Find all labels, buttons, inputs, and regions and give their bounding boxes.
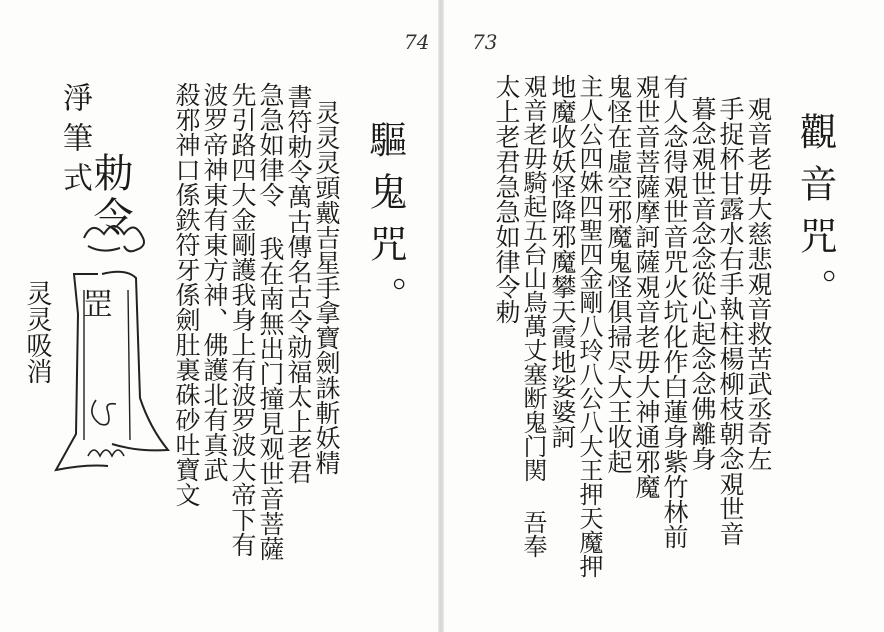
text-column-right-1: 覌音老毋大慈悲覌音救苦武丞奇左 [744,96,773,471]
text-column-right-5: 覌世音菩薩摩訶薩覌音老毋大神通邪魔 [632,74,661,499]
page-number-left: 74 [404,30,430,54]
text-column-right-10: 太上老君急急如律令勅 [492,74,521,324]
page-title-right: 觀音咒。 [793,112,837,320]
text-column-right-3: 暮念覌世音念念從心起念念佛離身 [688,96,717,471]
talisman-header: 淨筆式 [57,82,92,202]
talisman-command: 勅令 [87,152,133,240]
page-number-right: 73 [472,30,498,54]
text-column-right-4: 有人念得覌世音咒火坑化作白蓮身紫竹林前 [660,74,689,549]
text-column-left-5: 波罗帝神東有東方神、佛護北有真武 [200,82,229,482]
text-column-right-6: 鬼怪在虛空邪魔鬼怪俱掃尽大王收起 [604,74,633,474]
talisman-side-note: 灵灵吸消 [22,280,52,384]
text-column-left-3: 急急如律令 我在南無出门撞見观世音菩薩 [256,82,285,561]
text-column-left-6: 殺邪神口係鉄符牙係劍肚裏硃砂吐寶文 [172,82,201,507]
text-column-left-1: 灵灵灵頭戴吉星手拿寶劍誅斬妖精 [312,100,341,475]
text-column-left-4: 先引路四大金剛護我身上有波罗波大帝下有 [228,82,257,557]
text-column-right-8: 地魔收妖怪降邪魔攀天霞地娑婆訶 [548,74,577,449]
text-column-right-2: 手捉杯甘露水右手執柱楊柳枝朝念覌世音 [716,96,745,546]
right-page [444,0,884,632]
text-column-right-9: 覌音老毋騎起五台山鳥萬丈塞断鬼门関 吾奉 [519,74,547,558]
left-page [0,0,440,632]
text-column-left-2: 書符勅令萬古傳名古令勍福太上老君 [284,84,313,484]
talisman-center-char: 罡 [77,288,112,328]
text-column-right-7: 主人公四姝四聖四金剛八玲八公八大王押天魔押 [575,74,603,578]
page-title-left: 驅鬼咒。 [363,120,407,328]
